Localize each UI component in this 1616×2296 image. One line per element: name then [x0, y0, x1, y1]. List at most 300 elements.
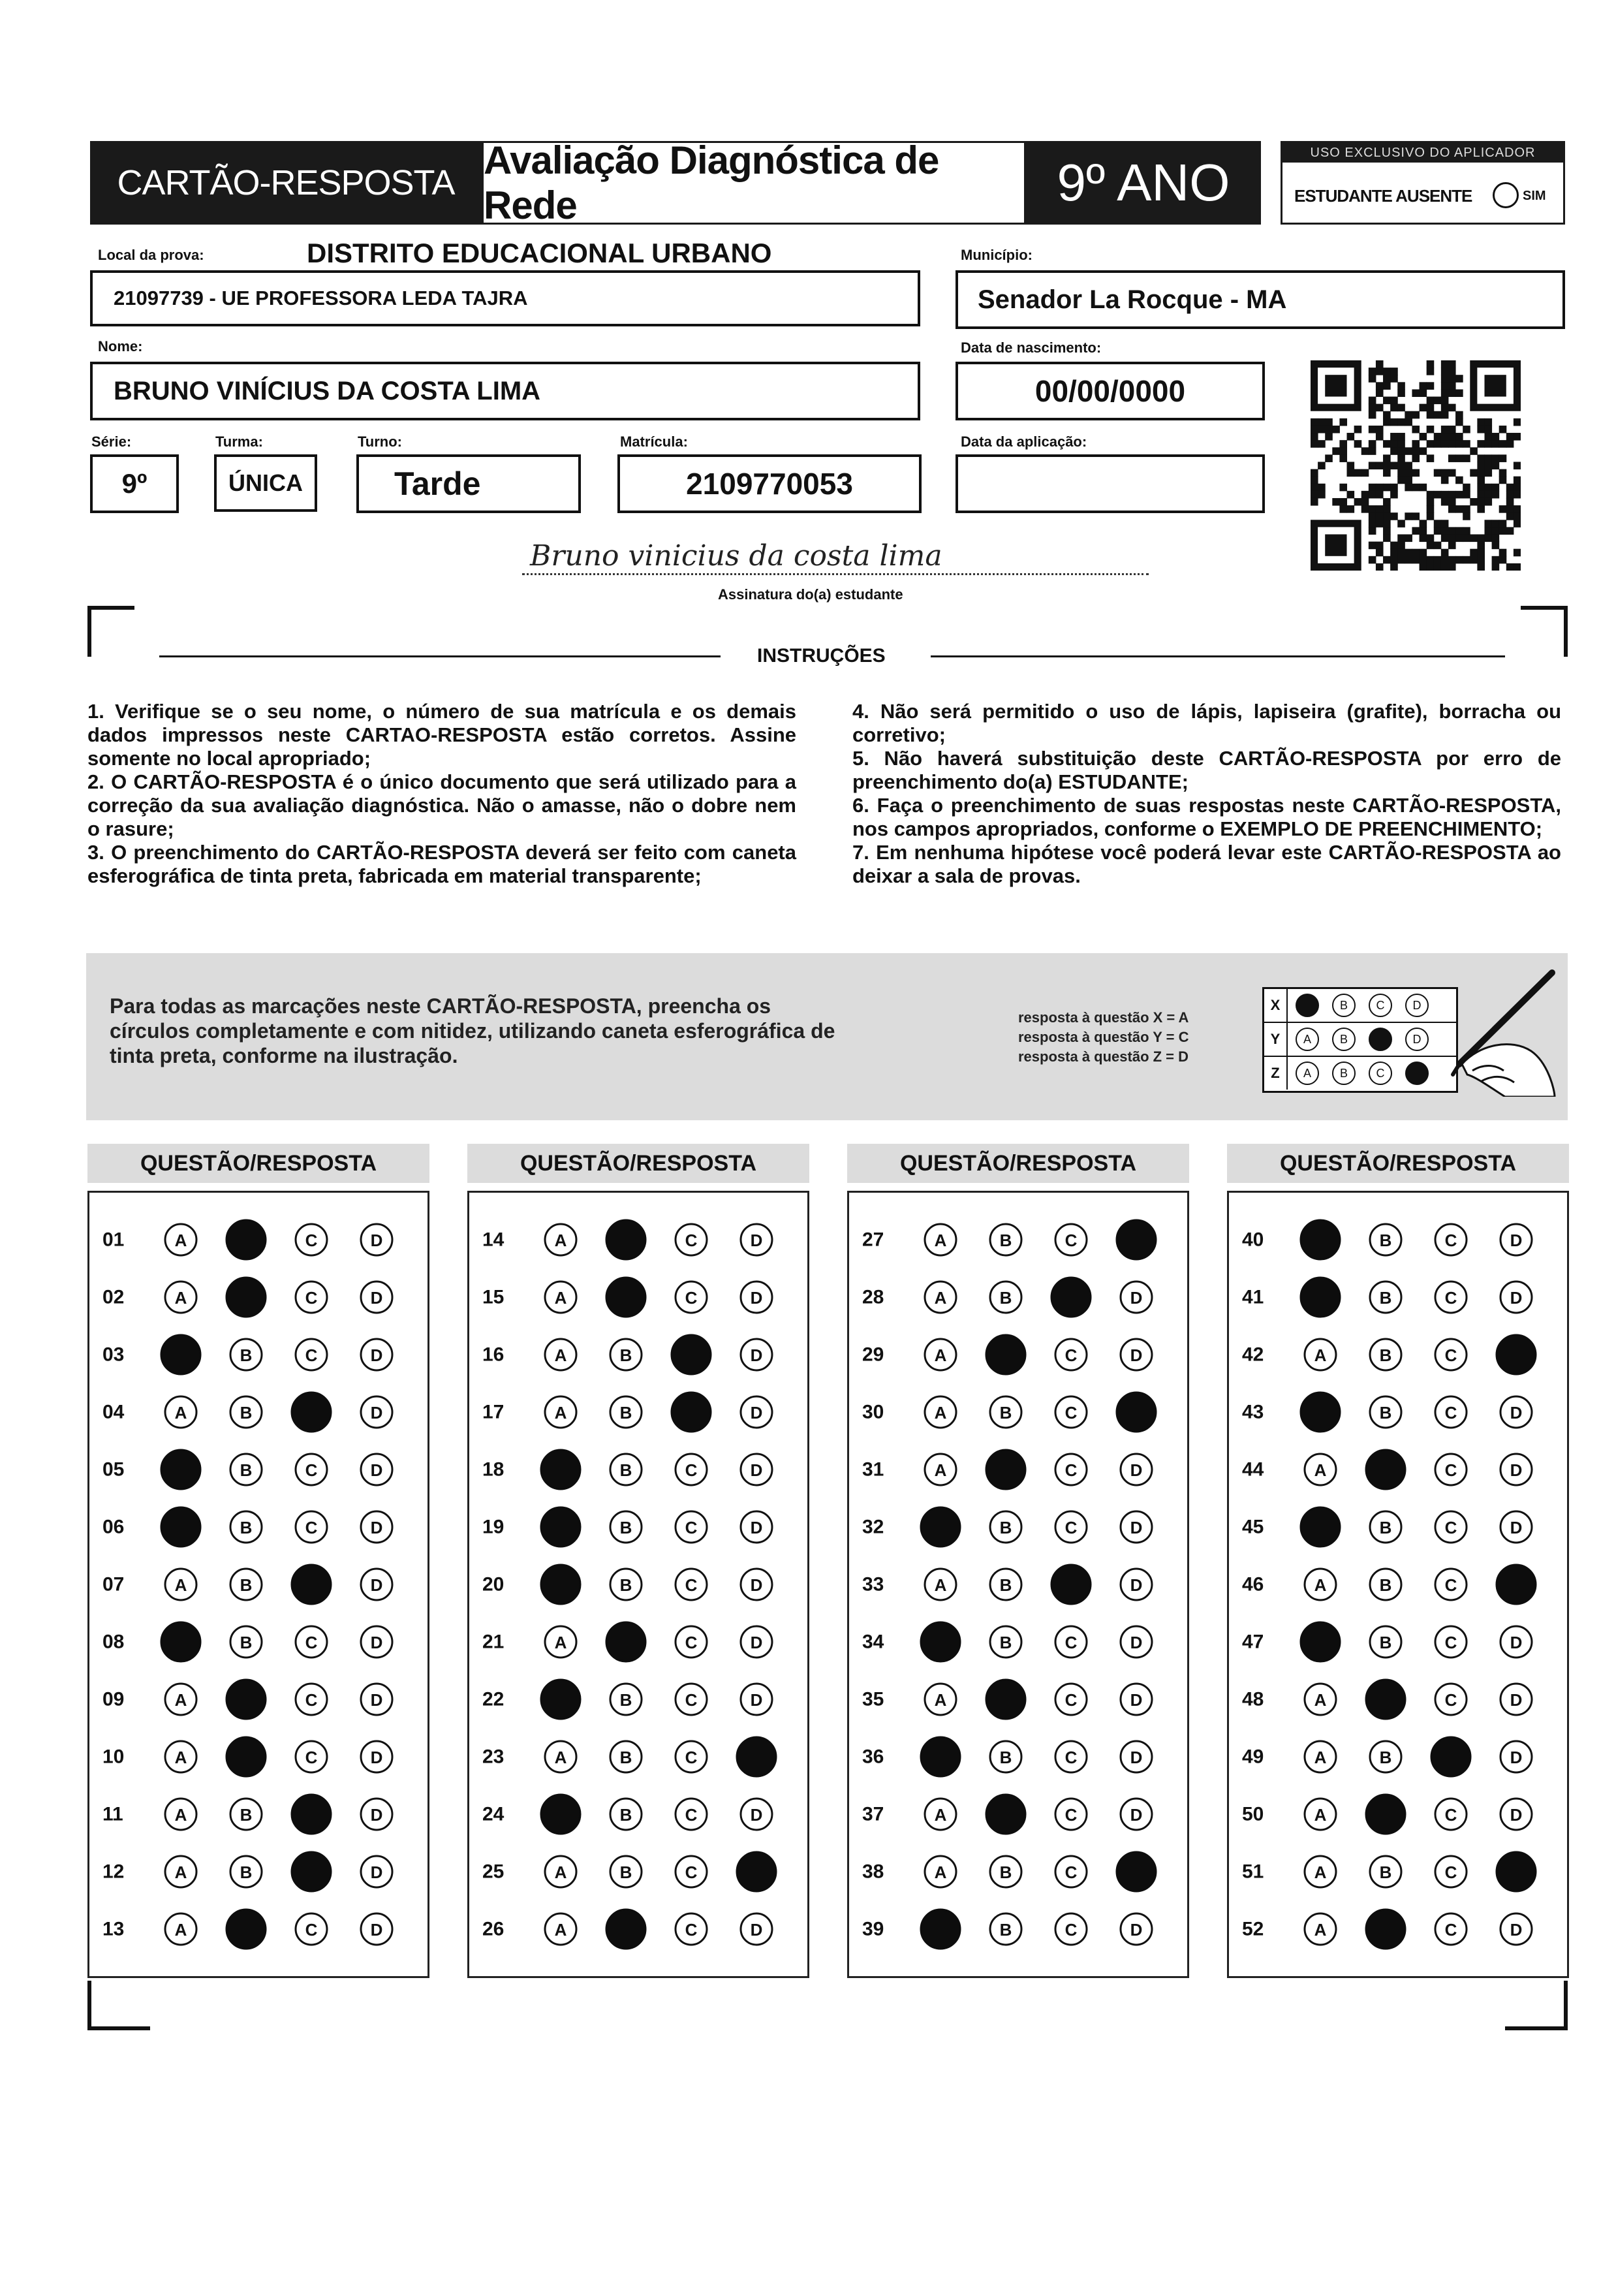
bubble-39-d[interactable]: [1121, 1913, 1152, 1945]
bubble-21-c[interactable]: [676, 1626, 707, 1658]
bubble-14-d[interactable]: [741, 1224, 772, 1255]
qr-module: [1499, 426, 1507, 433]
bubble-letter: C: [1064, 1690, 1078, 1710]
bubble-32-c[interactable]: [1055, 1511, 1087, 1543]
bubble-28-c[interactable]: [1051, 1278, 1091, 1317]
bubble-42-b[interactable]: [1370, 1339, 1401, 1370]
bubble-35-c[interactable]: [1055, 1684, 1087, 1715]
bubble-17-d[interactable]: [741, 1396, 772, 1428]
bubble-34-b[interactable]: [990, 1626, 1021, 1658]
bubble-letter: D: [1510, 1805, 1523, 1825]
bubble-26-d[interactable]: [741, 1913, 772, 1945]
qr-module: [1477, 484, 1485, 492]
qr-module: [1339, 418, 1347, 426]
bubble-16-d[interactable]: [741, 1339, 772, 1370]
bubble-37-a[interactable]: [925, 1799, 956, 1830]
question-number: 07: [102, 1573, 125, 1596]
bubble-letter: C: [1444, 1575, 1457, 1595]
school-value: 21097739 - UE PROFESSORA LEDA TAJRA: [114, 287, 528, 309]
bubble-26-c[interactable]: [676, 1913, 707, 1945]
bubble-27-d[interactable]: [1117, 1220, 1156, 1259]
bubble-17-b[interactable]: [610, 1396, 642, 1428]
bubble-03-b[interactable]: [230, 1339, 262, 1370]
bubble-37-d[interactable]: [1121, 1799, 1152, 1830]
bubble-41-a[interactable]: [1301, 1278, 1340, 1317]
bubble-38-a[interactable]: [925, 1856, 956, 1887]
bubble-13-b[interactable]: [226, 1910, 266, 1949]
bubble-24-d[interactable]: [741, 1799, 772, 1830]
bubble-letter: D: [1510, 1748, 1523, 1767]
bubble-20-b[interactable]: [610, 1569, 642, 1600]
qr-module: [1369, 542, 1376, 550]
qr-module: [1448, 563, 1456, 571]
bubble-51-d[interactable]: [1497, 1852, 1536, 1891]
fill-example-bubble: B: [1332, 1062, 1356, 1085]
qr-module: [1427, 426, 1435, 433]
bubble-24-a[interactable]: [541, 1795, 580, 1834]
qr-module: [1376, 505, 1384, 513]
bubble-04-c[interactable]: [292, 1392, 331, 1432]
bubble-01-a[interactable]: [165, 1224, 196, 1255]
municipio-value: Senador La Rocque - MA: [978, 285, 1287, 314]
bubble-21-b[interactable]: [606, 1622, 645, 1661]
qr-module: [1506, 484, 1514, 492]
bubble-40-a[interactable]: [1301, 1220, 1340, 1259]
qr-module: [1470, 549, 1478, 557]
question-row-17: [482, 1392, 772, 1432]
bubble-03-a[interactable]: [161, 1335, 200, 1374]
bubble-02-b[interactable]: [226, 1278, 266, 1317]
bubble-25-d[interactable]: [737, 1852, 776, 1891]
bubble-circle: [292, 1852, 331, 1891]
bubble-48-c[interactable]: [1435, 1684, 1467, 1715]
bubble-32-a[interactable]: [921, 1507, 960, 1547]
qr-module: [1376, 389, 1384, 397]
bubble-44-b[interactable]: [1366, 1450, 1405, 1489]
nascimento-label: Data de nascimento:: [961, 339, 1102, 356]
bubble-34-d[interactable]: [1121, 1626, 1152, 1658]
qr-module: [1427, 534, 1435, 542]
qr-module: [1477, 534, 1485, 542]
bubble-10-d[interactable]: [361, 1741, 392, 1772]
bubble-50-b[interactable]: [1366, 1795, 1405, 1834]
bubble-23-c[interactable]: [676, 1741, 707, 1772]
bubble-50-a[interactable]: [1305, 1799, 1336, 1830]
bubble-06-c[interactable]: [296, 1511, 327, 1543]
bubble-25-a[interactable]: [545, 1856, 576, 1887]
bubble-05-d[interactable]: [361, 1454, 392, 1485]
bubble-43-a[interactable]: [1301, 1392, 1340, 1432]
qr-module: [1390, 447, 1398, 455]
qr-module: [1448, 440, 1456, 448]
bubble-04-a[interactable]: [165, 1396, 196, 1428]
bubble-27-c[interactable]: [1055, 1224, 1087, 1255]
bubble-37-b[interactable]: [986, 1795, 1025, 1834]
bubble-36-d[interactable]: [1121, 1741, 1152, 1772]
bubble-48-d[interactable]: [1500, 1684, 1532, 1715]
bubble-31-d[interactable]: [1121, 1454, 1152, 1485]
bubble-letter: A: [1314, 1920, 1327, 1940]
bubble-13-a[interactable]: [165, 1913, 196, 1945]
bubble-51-c[interactable]: [1435, 1856, 1467, 1887]
bubble-20-c[interactable]: [676, 1569, 707, 1600]
bubble-48-a[interactable]: [1305, 1684, 1336, 1715]
bubble-42-a[interactable]: [1305, 1339, 1336, 1370]
bubble-letter: D: [370, 1345, 383, 1365]
bubble-44-d[interactable]: [1500, 1454, 1532, 1485]
qr-module: [1463, 484, 1470, 492]
bubble-40-c[interactable]: [1435, 1224, 1467, 1255]
corner-mark-top-left: [87, 606, 134, 657]
bubble-letter: B: [619, 1345, 632, 1365]
bubble-11-a[interactable]: [165, 1799, 196, 1830]
bubble-07-b[interactable]: [230, 1569, 262, 1600]
bubble-21-d[interactable]: [741, 1626, 772, 1658]
bubble-30-b[interactable]: [990, 1396, 1021, 1428]
bubble-39-c[interactable]: [1055, 1913, 1087, 1945]
bubble-letter: A: [174, 1920, 187, 1940]
bubble-36-a[interactable]: [921, 1737, 960, 1776]
bubble-30-c[interactable]: [1055, 1396, 1087, 1428]
bubble-44-a[interactable]: [1305, 1454, 1336, 1485]
bubble-31-b[interactable]: [986, 1450, 1025, 1489]
bubble-letter: A: [554, 1863, 567, 1882]
bubble-07-c[interactable]: [292, 1565, 331, 1604]
bubble-23-b[interactable]: [610, 1741, 642, 1772]
bubble-33-c[interactable]: [1051, 1565, 1091, 1604]
bubble-08-c[interactable]: [296, 1626, 327, 1658]
bubble-10-c[interactable]: [296, 1741, 327, 1772]
bubble-06-d[interactable]: [361, 1511, 392, 1543]
bubble-03-d[interactable]: [361, 1339, 392, 1370]
qr-module: [1412, 426, 1420, 433]
qr-module: [1448, 527, 1456, 535]
bubble-43-c[interactable]: [1435, 1396, 1467, 1428]
bubble-42-c[interactable]: [1435, 1339, 1467, 1370]
bubble-02-a[interactable]: [165, 1282, 196, 1313]
qr-module: [1477, 505, 1485, 513]
bubble-39-a[interactable]: [921, 1910, 960, 1949]
bubble-44-c[interactable]: [1435, 1454, 1467, 1485]
bubble-11-b[interactable]: [230, 1799, 262, 1830]
bubble-letter: A: [174, 1690, 187, 1710]
aplicacao-field[interactable]: [956, 454, 1265, 513]
bubble-04-d[interactable]: [361, 1396, 392, 1428]
bubble-50-c[interactable]: [1435, 1799, 1467, 1830]
question-row-51: [1242, 1852, 1536, 1891]
bubble-41-d[interactable]: [1500, 1282, 1532, 1313]
bubble-35-d[interactable]: [1121, 1684, 1152, 1715]
bubble-46-d[interactable]: [1497, 1565, 1536, 1604]
bubble-circle: [737, 1737, 776, 1776]
bubble-letter: B: [240, 1575, 253, 1595]
question-row-44: [1242, 1450, 1532, 1489]
bubble-18-c[interactable]: [676, 1454, 707, 1485]
bubble-12-d[interactable]: [361, 1856, 392, 1887]
bubble-14-a[interactable]: [545, 1224, 576, 1255]
bubble-letter: C: [1064, 1231, 1078, 1250]
bubble-49-b[interactable]: [1370, 1741, 1401, 1772]
bubble-30-a[interactable]: [925, 1396, 956, 1428]
bubble-20-a[interactable]: [541, 1565, 580, 1604]
bubble-47-d[interactable]: [1500, 1626, 1532, 1658]
bubble-49-a[interactable]: [1305, 1741, 1336, 1772]
bubble-letter: B: [619, 1518, 632, 1537]
bubble-29-b[interactable]: [986, 1335, 1025, 1374]
qr-module: [1420, 534, 1427, 542]
bubble-45-d[interactable]: [1500, 1511, 1532, 1543]
bubble-52-b[interactable]: [1366, 1910, 1405, 1949]
bubble-09-c[interactable]: [296, 1684, 327, 1715]
bubble-52-c[interactable]: [1435, 1913, 1467, 1945]
bubble-05-b[interactable]: [230, 1454, 262, 1485]
bubble-33-a[interactable]: [925, 1569, 956, 1600]
bubble-46-c[interactable]: [1435, 1569, 1467, 1600]
bubble-16-c[interactable]: [672, 1335, 711, 1374]
bubble-12-c[interactable]: [292, 1852, 331, 1891]
bubble-11-c[interactable]: [292, 1795, 331, 1834]
bubble-12-a[interactable]: [165, 1856, 196, 1887]
bubble-38-c[interactable]: [1055, 1856, 1087, 1887]
bubble-letter: B: [999, 1518, 1012, 1537]
bubble-19-c[interactable]: [676, 1511, 707, 1543]
absent-checkbox[interactable]: [1493, 182, 1519, 208]
bubble-10-a[interactable]: [165, 1741, 196, 1772]
qr-module: [1514, 484, 1521, 492]
bubble-31-c[interactable]: [1055, 1454, 1087, 1485]
bubble-26-a[interactable]: [545, 1913, 576, 1945]
bubble-14-c[interactable]: [676, 1224, 707, 1255]
bubble-15-c[interactable]: [676, 1282, 707, 1313]
bubble-07-a[interactable]: [165, 1569, 196, 1600]
bubble-45-c[interactable]: [1435, 1511, 1467, 1543]
bubble-40-d[interactable]: [1500, 1224, 1532, 1255]
bubble-01-c[interactable]: [296, 1224, 327, 1255]
question-number: 13: [102, 1918, 125, 1940]
qr-module: [1339, 447, 1347, 455]
bubble-41-c[interactable]: [1435, 1282, 1467, 1313]
bubble-letter: D: [1510, 1288, 1523, 1308]
bubble-29-a[interactable]: [925, 1339, 956, 1370]
bubble-12-b[interactable]: [230, 1856, 262, 1887]
bubble-09-a[interactable]: [165, 1684, 196, 1715]
bubble-20-d[interactable]: [741, 1569, 772, 1600]
bubble-09-d[interactable]: [361, 1684, 392, 1715]
bubble-43-d[interactable]: [1500, 1396, 1532, 1428]
qr-module: [1361, 505, 1369, 513]
bubble-22-a[interactable]: [541, 1680, 580, 1719]
bubble-26-b[interactable]: [606, 1910, 645, 1949]
bubble-circle: [161, 1622, 200, 1661]
bubble-17-c[interactable]: [672, 1392, 711, 1432]
bubble-19-a[interactable]: [541, 1507, 580, 1547]
bubble-08-a[interactable]: [161, 1622, 200, 1661]
bubble-22-b[interactable]: [610, 1684, 642, 1715]
qr-module: [1420, 433, 1427, 441]
bubble-27-a[interactable]: [925, 1224, 956, 1255]
bubble-22-d[interactable]: [741, 1684, 772, 1715]
bubble-30-d[interactable]: [1117, 1392, 1156, 1432]
bubble-43-b[interactable]: [1370, 1396, 1401, 1428]
bubble-04-b[interactable]: [230, 1396, 262, 1428]
qr-module: [1441, 404, 1449, 412]
bubble-47-b[interactable]: [1370, 1626, 1401, 1658]
bubble-02-d[interactable]: [361, 1282, 392, 1313]
bubble-51-b[interactable]: [1370, 1856, 1401, 1887]
bubble-25-c[interactable]: [676, 1856, 707, 1887]
bubble-47-c[interactable]: [1435, 1626, 1467, 1658]
question-row-31: [862, 1450, 1152, 1489]
bubble-46-b[interactable]: [1370, 1569, 1401, 1600]
bubble-15-b[interactable]: [606, 1278, 645, 1317]
bubble-33-b[interactable]: [990, 1569, 1021, 1600]
qr-module: [1376, 368, 1384, 375]
bubble-42-d[interactable]: [1497, 1335, 1536, 1374]
bubble-05-c[interactable]: [296, 1454, 327, 1485]
bubble-36-b[interactable]: [990, 1741, 1021, 1772]
bubble-32-b[interactable]: [990, 1511, 1021, 1543]
bubble-01-b[interactable]: [226, 1220, 266, 1259]
bubble-18-a[interactable]: [541, 1450, 580, 1489]
bubble-31-a[interactable]: [925, 1454, 956, 1485]
bubble-46-a[interactable]: [1305, 1569, 1336, 1600]
bubble-letter: D: [750, 1460, 763, 1480]
bubble-45-a[interactable]: [1301, 1507, 1340, 1547]
bubble-35-b[interactable]: [986, 1680, 1025, 1719]
qr-module: [1463, 527, 1470, 535]
bubble-06-a[interactable]: [161, 1507, 200, 1547]
bubble-03-c[interactable]: [296, 1339, 327, 1370]
question-number: 28: [862, 1286, 884, 1308]
qr-module: [1383, 505, 1391, 513]
bubble-38-b[interactable]: [990, 1856, 1021, 1887]
bubble-52-d[interactable]: [1500, 1913, 1532, 1945]
qr-module: [1427, 556, 1435, 564]
question-row-02: [102, 1278, 392, 1317]
bubble-circle: [672, 1335, 711, 1374]
qr-module: [1448, 404, 1456, 412]
qr-module: [1318, 491, 1326, 499]
bubble-45-b[interactable]: [1370, 1511, 1401, 1543]
bubble-05-a[interactable]: [161, 1450, 200, 1489]
bubble-40-b[interactable]: [1370, 1224, 1401, 1255]
qr-module: [1376, 484, 1384, 492]
bubble-07-d[interactable]: [361, 1569, 392, 1600]
bubble-41-b[interactable]: [1370, 1282, 1401, 1313]
bubble-47-a[interactable]: [1301, 1622, 1340, 1661]
matricula-label: Matrícula:: [620, 433, 688, 450]
question-row-08: [102, 1622, 392, 1661]
qr-module: [1390, 433, 1398, 441]
bubble-11-d[interactable]: [361, 1799, 392, 1830]
bubble-22-c[interactable]: [676, 1684, 707, 1715]
qr-module: [1477, 556, 1485, 564]
bubble-28-d[interactable]: [1121, 1282, 1152, 1313]
bubble-08-d[interactable]: [361, 1626, 392, 1658]
bubble-35-a[interactable]: [925, 1684, 956, 1715]
bubble-13-d[interactable]: [361, 1913, 392, 1945]
bubble-letter: C: [305, 1518, 318, 1537]
bubble-02-c[interactable]: [296, 1282, 327, 1313]
qr-module: [1455, 433, 1463, 441]
bubble-37-c[interactable]: [1055, 1799, 1087, 1830]
bubble-28-b[interactable]: [990, 1282, 1021, 1313]
qr-module: [1441, 368, 1449, 375]
bubble-19-b[interactable]: [610, 1511, 642, 1543]
bubble-36-c[interactable]: [1055, 1741, 1087, 1772]
bubble-21-a[interactable]: [545, 1626, 576, 1658]
question-row-41: [1242, 1278, 1532, 1317]
bubble-17-a[interactable]: [545, 1396, 576, 1428]
question-number: 50: [1242, 1803, 1264, 1825]
bubble-19-d[interactable]: [741, 1511, 772, 1543]
bubble-15-d[interactable]: [741, 1282, 772, 1313]
bubble-16-a[interactable]: [545, 1339, 576, 1370]
bubble-10-b[interactable]: [226, 1737, 266, 1776]
bubble-01-d[interactable]: [361, 1224, 392, 1255]
qr-module: [1477, 440, 1485, 448]
bubble-24-c[interactable]: [676, 1799, 707, 1830]
bubble-48-b[interactable]: [1366, 1680, 1405, 1719]
bubble-16-b[interactable]: [610, 1339, 642, 1370]
bubble-circle: [606, 1278, 645, 1317]
bubble-28-a[interactable]: [925, 1282, 956, 1313]
bubble-23-a[interactable]: [545, 1741, 576, 1772]
qr-module: [1383, 484, 1391, 492]
bubble-letter: D: [1130, 1288, 1143, 1308]
bubble-29-c[interactable]: [1055, 1339, 1087, 1370]
qr-module: [1397, 389, 1405, 397]
bubble-27-b[interactable]: [990, 1224, 1021, 1255]
bubble-24-b[interactable]: [610, 1799, 642, 1830]
bubble-50-d[interactable]: [1500, 1799, 1532, 1830]
qr-module: [1499, 520, 1507, 527]
bubble-18-d[interactable]: [741, 1454, 772, 1485]
question-row-15: [482, 1278, 772, 1317]
bubble-18-b[interactable]: [610, 1454, 642, 1485]
qr-module: [1369, 426, 1376, 433]
bubble-13-c[interactable]: [296, 1913, 327, 1945]
bubble-09-b[interactable]: [226, 1680, 266, 1719]
bubble-32-d[interactable]: [1121, 1511, 1152, 1543]
bubble-08-b[interactable]: [230, 1626, 262, 1658]
bubble-49-d[interactable]: [1500, 1741, 1532, 1772]
fill-example-bubble: A: [1296, 1028, 1319, 1051]
qr-module: [1427, 498, 1435, 506]
fill-example-row: [1264, 1057, 1456, 1091]
bubble-51-a[interactable]: [1305, 1856, 1336, 1887]
bubble-06-b[interactable]: [230, 1511, 262, 1543]
bubble-34-c[interactable]: [1055, 1626, 1087, 1658]
bubble-33-d[interactable]: [1121, 1569, 1152, 1600]
bubble-38-d[interactable]: [1117, 1852, 1156, 1891]
bubble-52-a[interactable]: [1305, 1913, 1336, 1945]
absent-label: ESTUDANTE AUSENTE: [1294, 186, 1472, 206]
bubble-14-b[interactable]: [606, 1220, 645, 1259]
bubble-34-a[interactable]: [921, 1622, 960, 1661]
bubble-15-a[interactable]: [545, 1282, 576, 1313]
bubble-49-c[interactable]: [1431, 1737, 1470, 1776]
bubble-39-b[interactable]: [990, 1913, 1021, 1945]
qr-module: [1448, 469, 1456, 477]
bubble-circle: [921, 1737, 960, 1776]
bubble-25-b[interactable]: [610, 1856, 642, 1887]
bubble-23-d[interactable]: [737, 1737, 776, 1776]
qr-module: [1514, 563, 1521, 571]
bubble-29-d[interactable]: [1121, 1339, 1152, 1370]
qr-module: [1376, 563, 1384, 571]
bubble-circle: [226, 1220, 266, 1259]
